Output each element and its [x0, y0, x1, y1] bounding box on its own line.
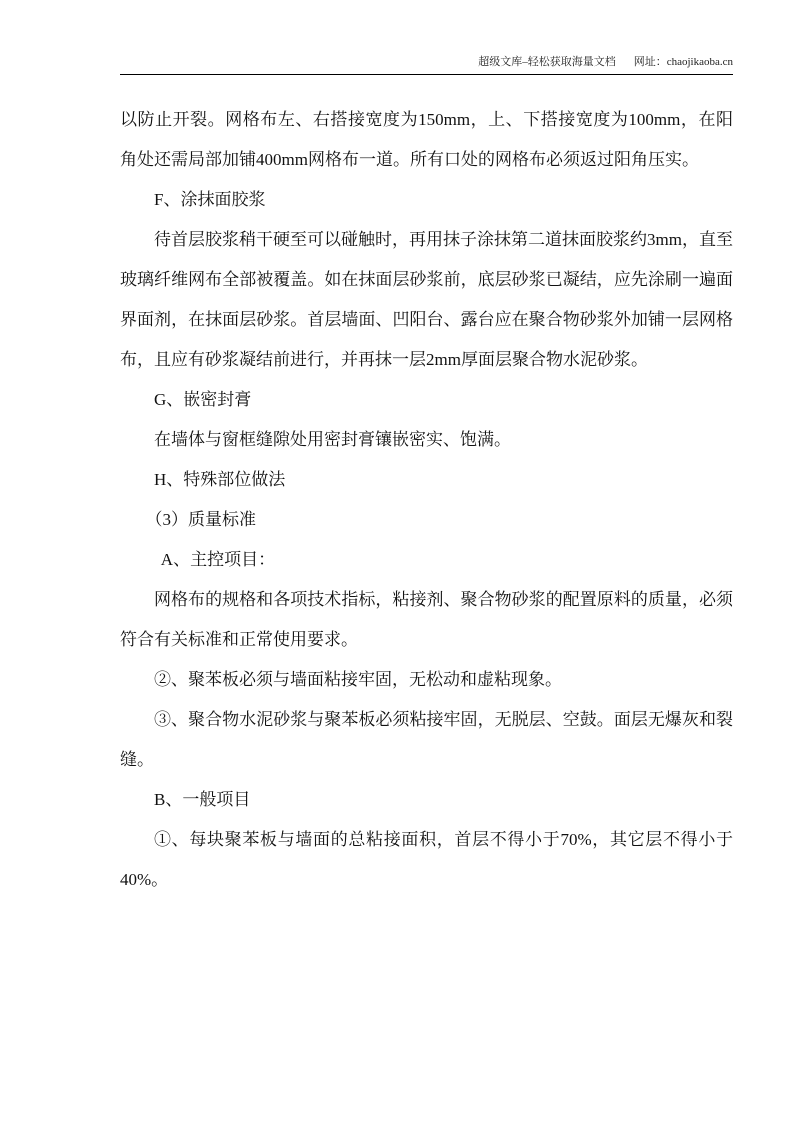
paragraph: 以防止开裂。网格布左、右搭接宽度为150mm，上、下搭接宽度为100mm，在阳角处还需局部加铺400mm网格布一道。所有口处的网格布必须返过阳角压实。 — [120, 110, 733, 169]
document-body — [120, 100, 733, 900]
paragraph: 待首层胶浆稍干硬至可以碰触时，再用抹子涂抹第二道抹面胶浆约3mm，直至玻璃纤维网布全部被覆盖。如在抹面层砂浆前，底层砂浆已凝结，应先涂刷一遍面界面剂，在抹面层砂浆。首层墙面、凹阳台、露台应在聚合物砂浆外加铺一层网格布，且应有砂浆凝结前进行，并再抹一层2mm厚面层聚合物水泥砂浆。 — [120, 230, 733, 369]
section-heading-f: F、涂抹面胶浆 — [154, 190, 266, 209]
header-site-name: 超级文库–轻松获取海量文档 — [478, 56, 616, 68]
subsection-heading-general: B、一般项目 — [154, 790, 251, 809]
list-item: ②、聚苯板必须与墙面粘接牢固，无松动和虚粘现象。 — [154, 670, 562, 689]
list-item: ③、聚合物水泥砂浆与聚苯板必须粘接牢固，无脱层、空鼓。面层无爆灰和裂缝。 — [120, 710, 733, 769]
section-heading-quality-standard: （3）质量标准 — [145, 510, 256, 529]
header-url: chaojikaoba.cn — [666, 56, 733, 68]
paragraph: 在墙体与窗框缝隙处用密封膏镶嵌密实、饱满。 — [154, 430, 511, 449]
section-heading-h: H、特殊部位做法 — [154, 470, 286, 489]
list-item: ①、每块聚苯板与墙面的总粘接面积，首层不得小于70%，其它层不得小于40%。 — [120, 830, 733, 889]
page-header — [120, 55, 733, 75]
section-heading-g: G、嵌密封膏 — [154, 390, 252, 409]
subsection-heading-main-control: A、主控项目： — [160, 550, 276, 569]
paragraph: 网格布的规格和各项技术指标，粘接剂、聚合物砂浆的配置原料的质量，必须符合有关标准和正常使用要求。 — [120, 590, 733, 649]
header-url-label: 网址： — [633, 56, 667, 68]
